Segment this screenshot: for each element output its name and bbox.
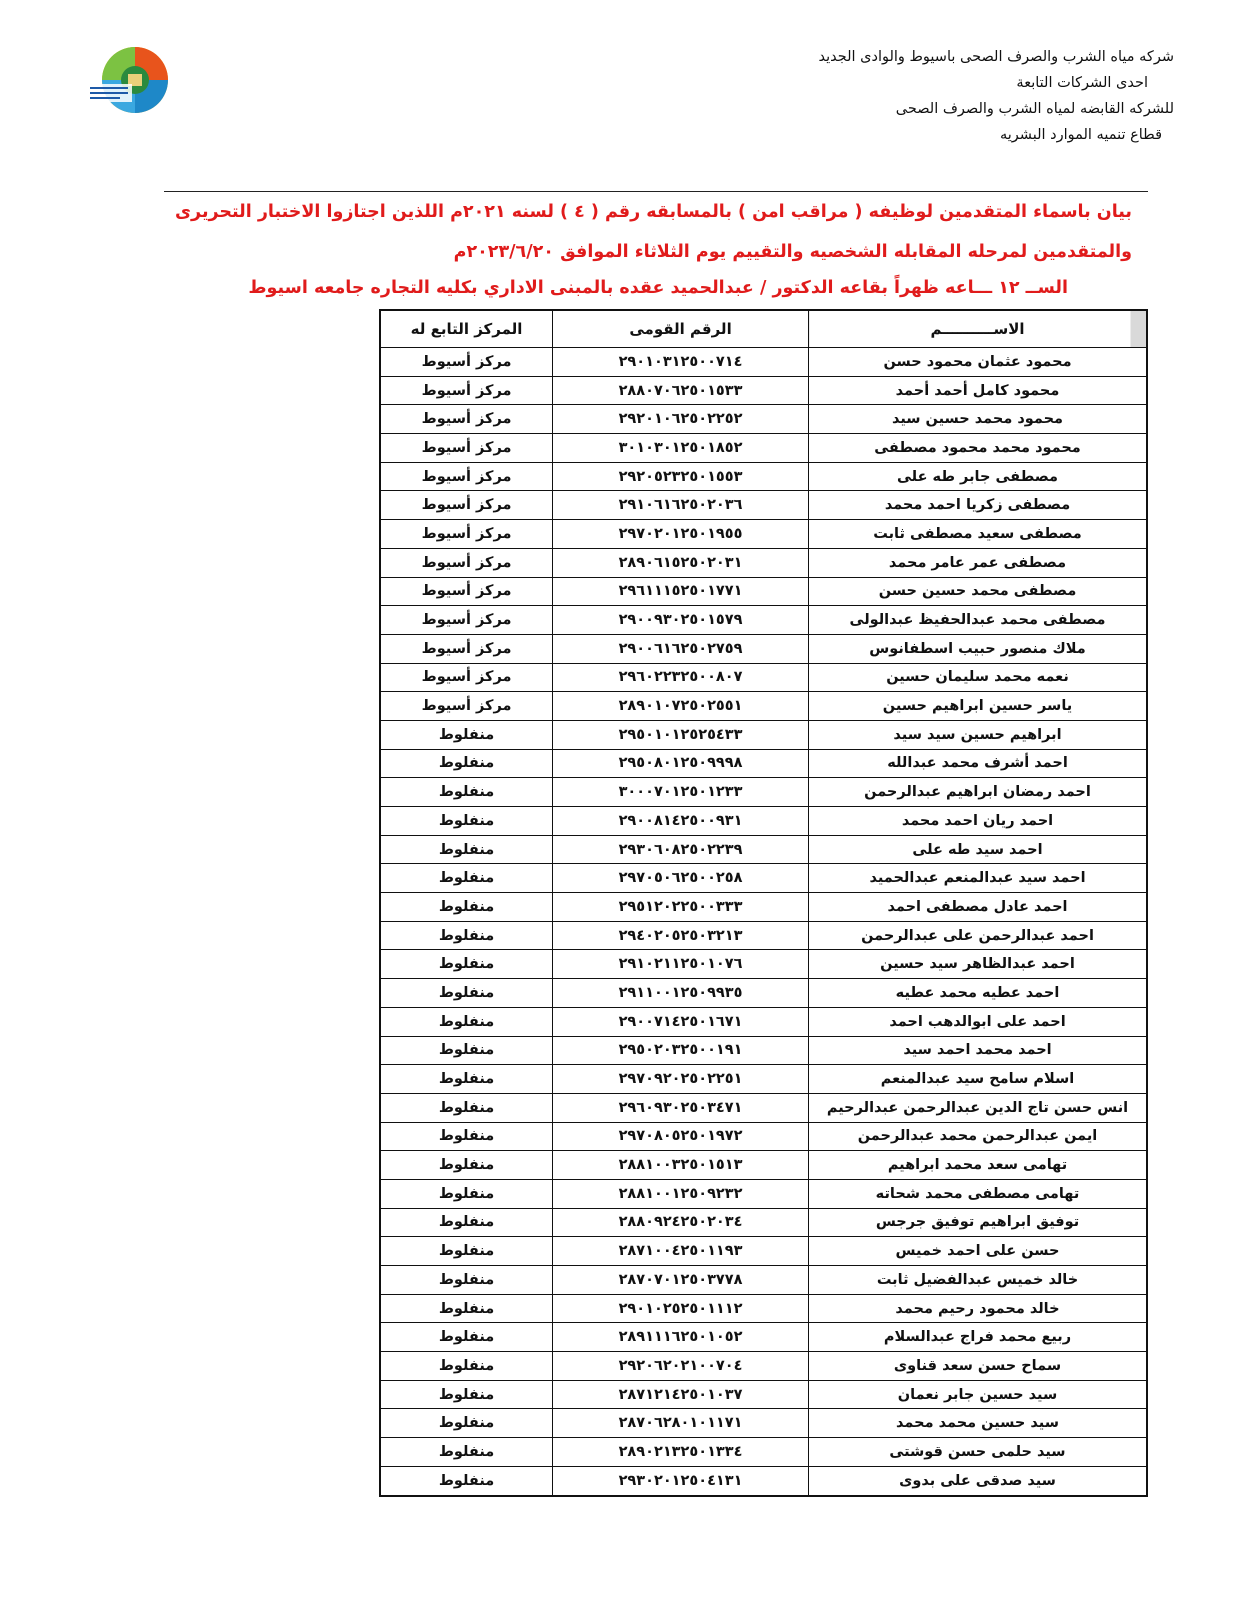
national-id-cell: ٢٩٧٠٢٠١٢٥٠١٩٥٥ xyxy=(553,520,809,549)
table-row xyxy=(380,606,1147,635)
candidate-name-cell: احمد سيد طه على xyxy=(809,835,1148,864)
table-row xyxy=(380,634,1147,663)
organization-header xyxy=(818,44,1174,148)
table-row xyxy=(380,405,1147,434)
national-id-cell: ٢٨٨١٠٠٣٢٥٠١٥١٣ xyxy=(553,1151,809,1180)
center-cell: منفلوط xyxy=(380,1122,553,1151)
table-row xyxy=(380,1266,1147,1295)
table-row xyxy=(380,692,1147,721)
national-id-cell: ٢٩٧٠٨٠٥٢٥٠١٩٧٢ xyxy=(553,1122,809,1151)
center-cell: مركز أسيوط xyxy=(380,548,553,577)
national-id-cell: ٢٨٩٠١٠٧٢٥٠٢٥٥١ xyxy=(553,692,809,721)
center-cell: مركز أسيوط xyxy=(380,692,553,721)
national-id-cell: ٢٩٢٠٦٢٠٢١٠٠٧٠٤ xyxy=(553,1352,809,1381)
company-logo xyxy=(88,44,182,116)
header-divider xyxy=(164,191,1148,192)
national-id-cell: ٣٠٠٠٧٠١٢٥٠١٢٣٣ xyxy=(553,778,809,807)
center-cell: منفلوط xyxy=(380,1151,553,1180)
center-cell: مركز أسيوط xyxy=(380,462,553,491)
candidate-name-cell: احمد عادل مصطفى احمد xyxy=(809,893,1148,922)
candidate-name-cell: احمد أشرف محمد عبدالله xyxy=(809,749,1148,778)
candidate-name-cell: احمد عبدالرحمن على عبدالرحمن xyxy=(809,921,1148,950)
table-row xyxy=(380,1122,1147,1151)
candidate-name-cell: محمود محمد حسين سيد xyxy=(809,405,1148,434)
national-id-cell: ٢٨٧١٠٠٤٢٥٠١١٩٣ xyxy=(553,1237,809,1266)
center-cell: منفلوط xyxy=(380,778,553,807)
title-line-2: والمتقدمين لمرحله المقابله الشخصيه والتقييم يوم الثلاثاء الموافق ٢٠٢٣/٦/٢٠م xyxy=(453,242,1132,262)
national-id-cell: ٣٠١٠٣٠١٢٥٠١٨٥٢ xyxy=(553,434,809,463)
candidate-name-cell: حسن على احمد خميس xyxy=(809,1237,1148,1266)
national-id-cell: ٢٩٠١٠٢٥٢٥٠١١١٢ xyxy=(553,1294,809,1323)
center-cell: مركز أسيوط xyxy=(380,376,553,405)
title-line-3: الســ ١٢ ـــاعه ظهراً بقاعه الدكتور / عبدالحميد عقده بالمبنى الاداري بكليه التجاره جامعه اسيوط xyxy=(248,278,1068,298)
table-row xyxy=(380,1093,1147,1122)
table-header-row xyxy=(380,310,1147,348)
national-id-cell: ٢٩١٠٦١٦٢٥٠٢٠٣٦ xyxy=(553,491,809,520)
candidate-name-cell: مصطفى زكريا احمد محمد xyxy=(809,491,1148,520)
national-id-cell: ٢٩٧٠٥٠٦٢٥٠٠٢٥٨ xyxy=(553,864,809,893)
national-id-cell: ٢٩٥٠٨٠١٢٥٠٩٩٩٨ xyxy=(553,749,809,778)
center-cell: مركز أسيوط xyxy=(380,634,553,663)
national-id-cell: ٢٩٠٠٩٣٠٢٥٠١٥٧٩ xyxy=(553,606,809,635)
table-row xyxy=(380,1352,1147,1381)
national-id-cell: ٢٨٧٠٦٢٨٠١٠١١٧١ xyxy=(553,1409,809,1438)
candidate-name-cell: احمد ريان احمد محمد xyxy=(809,807,1148,836)
center-cell: منفلوط xyxy=(380,835,553,864)
center-cell: منفلوط xyxy=(380,864,553,893)
table-row xyxy=(380,1208,1147,1237)
national-id-cell: ٢٩٢٠٥٢٣٢٥٠١٥٥٣ xyxy=(553,462,809,491)
candidate-name-cell: ياسر حسين ابراهيم حسين xyxy=(809,692,1148,721)
center-cell: منفلوط xyxy=(380,1093,553,1122)
candidate-name-cell: مصطفى محمد حسين حسن xyxy=(809,577,1148,606)
national-id-cell: ٢٨٨٠٧٠٦٢٥٠١٥٣٣ xyxy=(553,376,809,405)
center-cell: مركز أسيوط xyxy=(380,606,553,635)
candidate-name-cell: سيد حسين جابر نعمان xyxy=(809,1380,1148,1409)
national-id-cell: ٢٩٢٠١٠٦٢٥٠٢٢٥٢ xyxy=(553,405,809,434)
national-id-cell: ٢٨٩٠٢١٣٢٥٠١٣٣٤ xyxy=(553,1438,809,1467)
center-cell: منفلوط xyxy=(380,1294,553,1323)
center-cell: منفلوط xyxy=(380,979,553,1008)
table-row xyxy=(380,1237,1147,1266)
candidate-name-cell: ملاك منصور حبيب اسطفانوس xyxy=(809,634,1148,663)
candidate-name-cell: ربيع محمد فراج عبدالسلام xyxy=(809,1323,1148,1352)
center-cell: منفلوط xyxy=(380,1323,553,1352)
title-line-1: بيان باسماء المتقدمين لوظيفه ( مراقب امن ) بالمسابقه رقم ( ٤ ) لسنه ٢٠٢١م اللذين اجتازوا الاختبار التحريرى xyxy=(175,202,1132,222)
table-row xyxy=(380,807,1147,836)
candidate-name-cell: محمود عثمان محمود حسن xyxy=(809,348,1148,377)
national-id-cell: ٢٩٧٠٩٢٠٢٥٠٢٢٥١ xyxy=(553,1065,809,1094)
center-cell: منفلوط xyxy=(380,1380,553,1409)
header-national-id: الرقم القومى xyxy=(553,310,809,348)
national-id-cell: ٢٩٥٠١٠١٢٥٢٥٤٣٣ xyxy=(553,720,809,749)
org-line-1: شركه مياه الشرب والصرف الصحى باسيوط والوادى الجديد xyxy=(818,49,1174,65)
candidate-name-cell: خالد خميس عبدالفضيل ثابت xyxy=(809,1266,1148,1295)
candidate-name-cell: احمد عبدالظاهر سيد حسين xyxy=(809,950,1148,979)
candidate-name-cell: احمد عطيه محمد عطيه xyxy=(809,979,1148,1008)
national-id-cell: ٢٩٠١٠٣١٢٥٠٠٧١٤ xyxy=(553,348,809,377)
candidate-name-cell: احمد على ابوالدهب احمد xyxy=(809,1007,1148,1036)
center-cell: منفلوط xyxy=(380,950,553,979)
national-id-cell: ٢٩١١٠٠١٢٥٠٩٩٣٥ xyxy=(553,979,809,1008)
national-id-cell: ٢٩٠٠٧١٤٢٥٠١٦٧١ xyxy=(553,1007,809,1036)
candidate-name-cell: سيد حلمى حسن قوشتى xyxy=(809,1438,1148,1467)
table-row xyxy=(380,1151,1147,1180)
candidate-name-cell: احمد محمد احمد سيد xyxy=(809,1036,1148,1065)
header-center: المركز التابع له xyxy=(380,310,553,348)
center-cell: مركز أسيوط xyxy=(380,405,553,434)
center-cell: منفلوط xyxy=(380,1409,553,1438)
national-id-cell: ٢٩٠٠٨١٤٢٥٠٠٩٣١ xyxy=(553,807,809,836)
center-cell: منفلوط xyxy=(380,1208,553,1237)
table-row xyxy=(380,1007,1147,1036)
table-row xyxy=(380,1409,1147,1438)
candidate-name-cell: سماح حسن سعد قناوى xyxy=(809,1352,1148,1381)
table-row xyxy=(380,548,1147,577)
table-row xyxy=(380,864,1147,893)
org-line-2: احدى الشركات التابعة xyxy=(1016,75,1148,91)
table-row xyxy=(380,491,1147,520)
national-id-cell: ٢٩٣٠٦٠٨٢٥٠٢٢٣٩ xyxy=(553,835,809,864)
candidates-table xyxy=(379,309,1148,1497)
center-cell: مركز أسيوط xyxy=(380,348,553,377)
table-row xyxy=(380,1036,1147,1065)
center-cell: منفلوط xyxy=(380,1237,553,1266)
table-row xyxy=(380,979,1147,1008)
org-line-4: قطاع تنميه الموارد البشريه xyxy=(999,127,1162,143)
center-cell: مركز أسيوط xyxy=(380,577,553,606)
center-cell: منفلوط xyxy=(380,1466,553,1495)
table-row xyxy=(380,348,1147,377)
candidate-name-cell: نعمه محمد سليمان حسين xyxy=(809,663,1148,692)
center-cell: منفلوط xyxy=(380,1266,553,1295)
table-row xyxy=(380,1466,1147,1495)
org-line-3: للشركه القابضه لمياه الشرب والصرف الصحى xyxy=(895,101,1174,117)
national-id-cell: ٢٩١٠٢١١٢٥٠١٠٧٦ xyxy=(553,950,809,979)
table-row xyxy=(380,1438,1147,1467)
national-id-cell: ٢٨٨١٠٠١٢٥٠٩٢٣٢ xyxy=(553,1179,809,1208)
table-row xyxy=(380,663,1147,692)
table-row xyxy=(380,778,1147,807)
candidate-name-cell: تهامى سعد محمد ابراهيم xyxy=(809,1151,1148,1180)
national-id-cell: ٢٨٩١١١٦٢٥٠١٠٥٢ xyxy=(553,1323,809,1352)
national-id-cell: ٢٨٧١٢١٤٢٥٠١٠٣٧ xyxy=(553,1380,809,1409)
table-row xyxy=(380,376,1147,405)
table-row xyxy=(380,1323,1147,1352)
national-id-cell: ٢٨٩٠٦١٥٢٥٠٢٠٣١ xyxy=(553,548,809,577)
center-cell: منفلوط xyxy=(380,1065,553,1094)
candidate-name-cell: مصطفى جابر طه على xyxy=(809,462,1148,491)
center-cell: منفلوط xyxy=(380,720,553,749)
national-id-cell: ٢٩٠٠٦١٦٢٥٠٢٧٥٩ xyxy=(553,634,809,663)
national-id-cell: ٢٩٣٠٢٠١٢٥٠٤١٣١ xyxy=(553,1466,809,1495)
header-name: الاســــــــــم xyxy=(809,310,1148,348)
table-row xyxy=(380,462,1147,491)
candidate-name-cell: ايمن عبدالرحمن محمد عبدالرحمن xyxy=(809,1122,1148,1151)
center-cell: مركز أسيوط xyxy=(380,434,553,463)
candidate-name-cell: سيد صدقى على بدوى xyxy=(809,1466,1148,1495)
national-id-cell: ٢٩٦٠٩٣٠٢٥٠٣٤٧١ xyxy=(553,1093,809,1122)
center-cell: منفلوط xyxy=(380,1007,553,1036)
candidate-name-cell: توفيق ابراهيم توفيق جرجس xyxy=(809,1208,1148,1237)
table-row xyxy=(380,921,1147,950)
table-row xyxy=(380,1179,1147,1208)
candidate-name-cell: مصطفى سعيد مصطفى ثابت xyxy=(809,520,1148,549)
table-row xyxy=(380,577,1147,606)
table-row xyxy=(380,1294,1147,1323)
candidate-name-cell: احمد سيد عبدالمنعم عبدالحميد xyxy=(809,864,1148,893)
candidate-name-cell: انس حسن تاج الدين عبدالرحمن عبدالرحيم xyxy=(809,1093,1148,1122)
table-row xyxy=(380,434,1147,463)
candidate-name-cell: ابراهيم حسين سيد سيد xyxy=(809,720,1148,749)
candidate-name-cell: مصطفى عمر عامر محمد xyxy=(809,548,1148,577)
table-row xyxy=(380,720,1147,749)
national-id-cell: ٢٩٦١١١٥٢٥٠١٧٧١ xyxy=(553,577,809,606)
candidate-name-cell: محمود محمد محمود مصطفى xyxy=(809,434,1148,463)
table-row xyxy=(380,1380,1147,1409)
candidate-name-cell: مصطفى محمد عبدالحفيظ عبدالولى xyxy=(809,606,1148,635)
center-cell: منفلوط xyxy=(380,807,553,836)
center-cell: منفلوط xyxy=(380,1179,553,1208)
table-row xyxy=(380,893,1147,922)
national-id-cell: ٢٨٨٠٩٢٤٢٥٠٢٠٣٤ xyxy=(553,1208,809,1237)
candidate-name-cell: احمد رمضان ابراهيم عبدالرحمن xyxy=(809,778,1148,807)
center-cell: مركز أسيوط xyxy=(380,491,553,520)
national-id-cell: ٢٩٥١٢٠٢٢٥٠٠٣٣٣ xyxy=(553,893,809,922)
table-row xyxy=(380,520,1147,549)
center-cell: منفلوط xyxy=(380,1036,553,1065)
center-cell: مركز أسيوط xyxy=(380,520,553,549)
center-cell: منفلوط xyxy=(380,1352,553,1381)
national-id-cell: ٢٩٦٠٢٢٣٢٥٠٠٨٠٧ xyxy=(553,663,809,692)
table-row xyxy=(380,835,1147,864)
candidate-name-cell: اسلام سامح سيد عبدالمنعم xyxy=(809,1065,1148,1094)
national-id-cell: ٢٩٥٠٢٠٣٢٥٠٠١٩١ xyxy=(553,1036,809,1065)
table-row xyxy=(380,950,1147,979)
center-cell: منفلوط xyxy=(380,921,553,950)
table-row xyxy=(380,749,1147,778)
center-cell: منفلوط xyxy=(380,893,553,922)
national-id-cell: ٢٩٤٠٢٠٥٢٥٠٣٢١٣ xyxy=(553,921,809,950)
candidate-name-cell: محمود كامل أحمد أحمد xyxy=(809,376,1148,405)
center-cell: مركز أسيوط xyxy=(380,663,553,692)
center-cell: منفلوط xyxy=(380,749,553,778)
national-id-cell: ٢٨٧٠٧٠١٢٥٠٣٧٧٨ xyxy=(553,1266,809,1295)
center-cell: منفلوط xyxy=(380,1438,553,1467)
candidate-name-cell: خالد محمود رحيم محمد xyxy=(809,1294,1148,1323)
candidate-name-cell: تهامى مصطفى محمد شحاته xyxy=(809,1179,1148,1208)
table-row xyxy=(380,1065,1147,1094)
candidate-name-cell: سيد حسين محمد محمد xyxy=(809,1409,1148,1438)
